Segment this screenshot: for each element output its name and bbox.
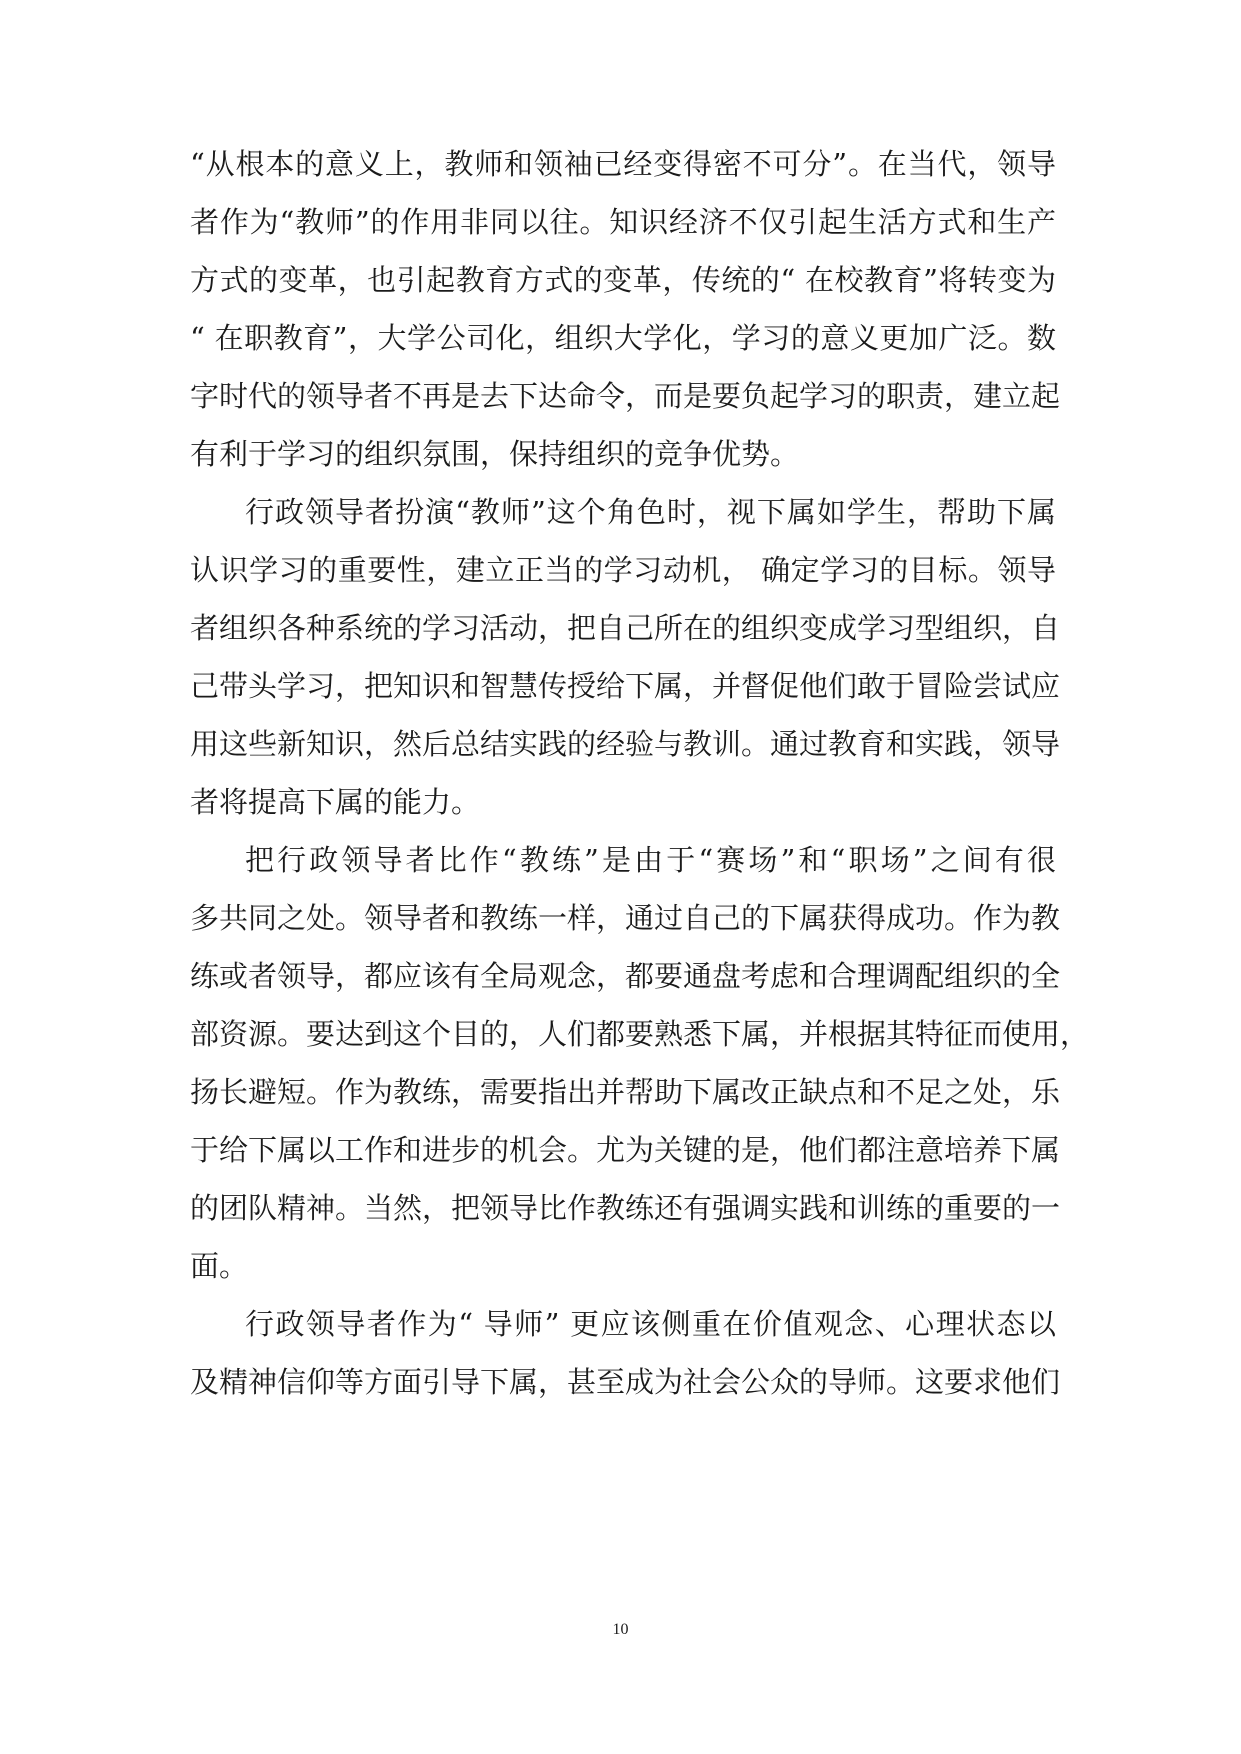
text-line: 有利于学习的组织氛围，保持组织的竞争优势。 <box>190 437 800 471</box>
text-line: 行政领导者扮演“教师”这个角色时，视下属如学生，帮助下属 <box>245 495 1056 529</box>
text-line: 的团队精神。当然，把领导比作教练还有强调实践和训练的重要的一 <box>190 1191 1061 1225</box>
text-line: 面。 <box>190 1249 249 1283</box>
text-line: 用这些新知识，然后总结实践的经验与教训。通过教育和实践，领导 <box>190 727 1061 761</box>
text-line: 者将提高下属的能力。 <box>190 785 481 819</box>
text-line: 方式的变革，也引起教育方式的变革，传统的“ 在校教育”将转变为 <box>190 263 1056 297</box>
text-line: “从根本的意义上，教师和领袖已经变得密不可分”。在当代，领导 <box>190 147 1056 181</box>
text-line: 及精神信仰等方面引导下属，甚至成为社会公众的导师。这要求他们 <box>190 1365 1061 1399</box>
text-line: 练或者领导，都应该有全局观念，都要通盘考虑和合理调配组织的全 <box>190 959 1061 993</box>
text-line: 把行政领导者比作“教练”是由于“赛场”和“职场”之间有很 <box>245 843 1056 877</box>
text-line: 扬长避短。作为教练，需要指出并帮助下属改正缺点和不足之处，乐 <box>190 1075 1061 1109</box>
text-line: 多共同之处。领导者和教练一样，通过自己的下属获得成功。作为教 <box>190 901 1061 935</box>
text-line: 字时代的领导者不再是去下达命令，而是要负起学习的职责，建立起 <box>190 379 1061 413</box>
text-line: “ 在职教育”，大学公司化，组织大学化，学习的意义更加广泛。数 <box>190 321 1056 355</box>
text-line: 者作为“教师”的作用非同以往。知识经济不仅引起生活方式和生产 <box>190 205 1056 239</box>
text-line: 行政领导者作为“ 导师” 更应该侧重在价值观念、心理状态以 <box>245 1307 1056 1341</box>
text-line: 于给下属以工作和进步的机会。尤为关键的是，他们都注意培养下属 <box>190 1133 1061 1167</box>
text-line: 部资源。要达到这个目的，人们都要熟悉下属，并根据其特征而使用， <box>190 1017 1090 1051</box>
text-line: 者组织各种系统的学习活动，把自己所在的组织变成学习型组织，自 <box>190 611 1061 645</box>
text-line: 己带头学习，把知识和智慧传授给下属，并督促他们敢于冒险尝试应 <box>190 669 1061 703</box>
page-number: 10 <box>612 1621 629 1638</box>
text-line: 认识学习的重要性，建立正当的学习动机， 确定学习的目标。领导 <box>190 553 1056 587</box>
